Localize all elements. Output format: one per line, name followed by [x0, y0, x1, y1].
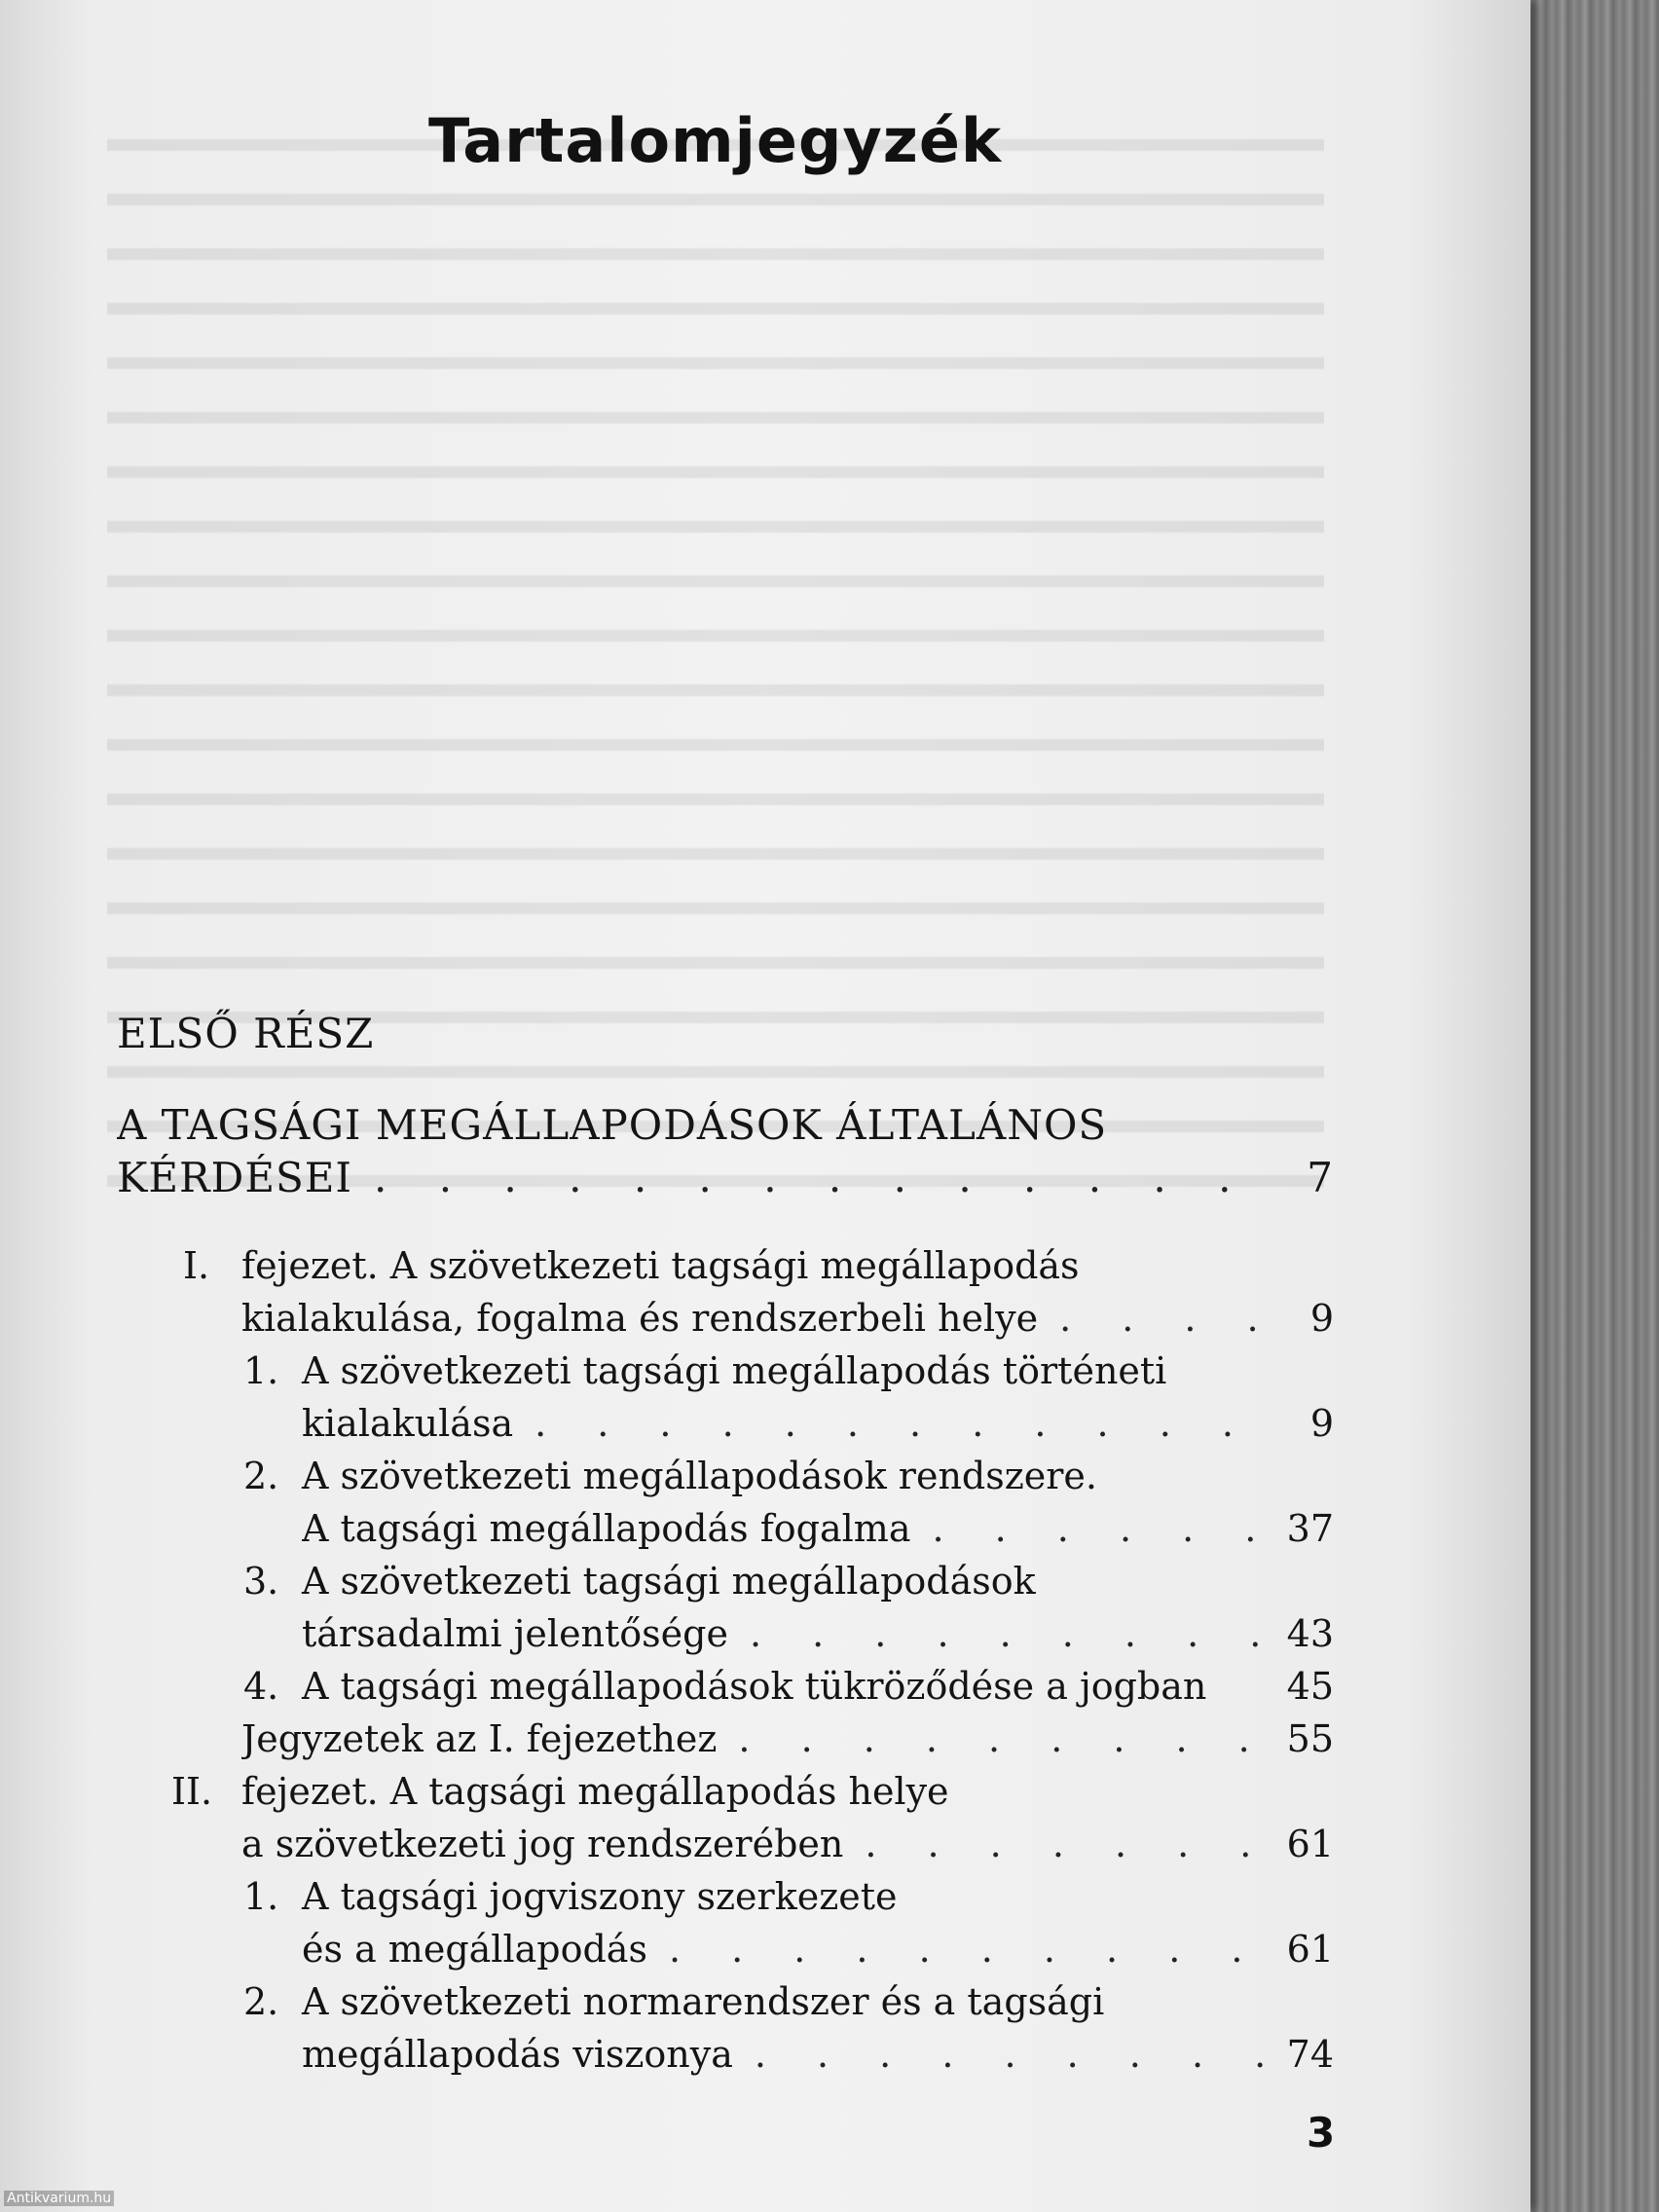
page-ref: 74 [1286, 2033, 1334, 2076]
toc-entry-1-3-line2 [302, 1606, 1334, 1661]
toc-entry-2-1-line2 [302, 1922, 1334, 1976]
dot-leader [751, 2027, 1272, 2082]
watermark: Antikvarium.hu [4, 2191, 114, 2206]
toc-entry-1-1-line1 [243, 1344, 1334, 1398]
entry-title-cont: megállapodás viszonya [302, 2033, 733, 2076]
page-ref: 37 [1286, 1507, 1334, 1550]
entry-title: fejezet. A tagsági megállapodás helye [241, 1770, 949, 1813]
toc-entry-1-3-line1 [243, 1554, 1334, 1608]
entry-title-cont: és a megállapodás [302, 1928, 647, 1971]
entry-title: fejezet. A szövetkezeti tagsági megállapodás [241, 1244, 1080, 1287]
dot-leader [734, 1712, 1271, 1766]
toc-entry-1-2-line1 [243, 1449, 1334, 1503]
toc-entry-1-2-line2 [302, 1501, 1334, 1556]
toc-entry-2-2-line2 [302, 2027, 1334, 2082]
entry-title: A szövetkezeti tagsági megállapodások [302, 1560, 1036, 1603]
toc-entry-chapter-2-line1 [171, 1764, 1334, 1819]
page-ref: 61 [1286, 1928, 1334, 1971]
dot-leader [928, 1501, 1271, 1556]
entry-title-cont: társadalmi jelentősége [302, 1612, 728, 1655]
entry-title-cont: a szövetkezeti jog rendszerében [241, 1823, 844, 1865]
part-label [117, 1007, 1334, 1061]
part-heading-text-1: A TAGSÁGI MEGÁLLAPODÁSOK ÁLTALÁNOS [117, 1101, 1108, 1149]
toc-entry-chapter-2-line2 [241, 1817, 1334, 1871]
entry-number: I. [183, 1244, 210, 1287]
entry-number: 1. [243, 1875, 279, 1918]
entry-title-cont: kialakulása, fogalma és rendszerbeli helye [241, 1297, 1039, 1340]
part-heading-text-2: KÉRDÉSEI [117, 1154, 353, 1201]
page-title: Tartalomjegyzék [428, 105, 1003, 176]
entry-number: 2. [243, 1980, 279, 2023]
entry-number: 3. [243, 1560, 279, 1603]
dot-leader [1055, 1291, 1275, 1346]
entry-title-cont: kialakulása [302, 1402, 514, 1445]
part-label-text: ELSŐ RÉSZ [117, 1010, 375, 1057]
page-number: 3 [1307, 2109, 1336, 2157]
entry-title: A tagsági jogviszony szerkezete [302, 1875, 898, 1918]
page-ref: 45 [1286, 1665, 1334, 1708]
page-ref: 7 [1307, 1154, 1334, 1201]
toc-entry-1-1-line2 [302, 1396, 1334, 1451]
background-desk [1524, 0, 1659, 2212]
page-ref: 61 [1286, 1823, 1334, 1865]
toc-entry-1-4 [243, 1659, 1334, 1714]
dot-leader [531, 1396, 1275, 1451]
entry-title: A szövetkezeti tagsági megállapodás történeti [302, 1349, 1167, 1392]
dot-leader [370, 1151, 1275, 1205]
entry-number: 1. [243, 1349, 279, 1392]
entry-title: Jegyzetek az I. fejezethez [241, 1717, 718, 1760]
entry-title-cont: A tagsági megállapodás fogalma [302, 1507, 911, 1550]
toc-entry-2-2-line1 [243, 1974, 1334, 2029]
entry-number: II. [171, 1770, 213, 1813]
toc-entry-chapter-1-line1 [183, 1238, 1334, 1293]
entry-title: A szövetkezeti normarendszer és a tagsági [302, 1980, 1105, 2023]
dot-leader [665, 1922, 1272, 1976]
dot-leader [861, 1817, 1271, 1871]
part-heading-line1 [117, 1098, 1334, 1153]
entry-title: A tagsági megállapodások tükröződése a jogban [302, 1665, 1207, 1708]
page-ref: 55 [1286, 1717, 1334, 1760]
dot-leader [746, 1606, 1272, 1661]
entry-number: 2. [243, 1455, 279, 1497]
toc-entry-2-1-line1 [243, 1869, 1334, 1924]
entry-number: 4. [243, 1665, 279, 1708]
page-ref: 9 [1309, 1402, 1334, 1445]
toc-entry-notes-1 [241, 1712, 1334, 1766]
page-ref: 9 [1309, 1297, 1334, 1340]
toc-entry-chapter-1-line2 [241, 1291, 1334, 1346]
part-heading-line2 [117, 1151, 1334, 1205]
page-ref: 43 [1286, 1612, 1334, 1655]
entry-title: A szövetkezeti megállapodások rendszere. [302, 1455, 1097, 1497]
